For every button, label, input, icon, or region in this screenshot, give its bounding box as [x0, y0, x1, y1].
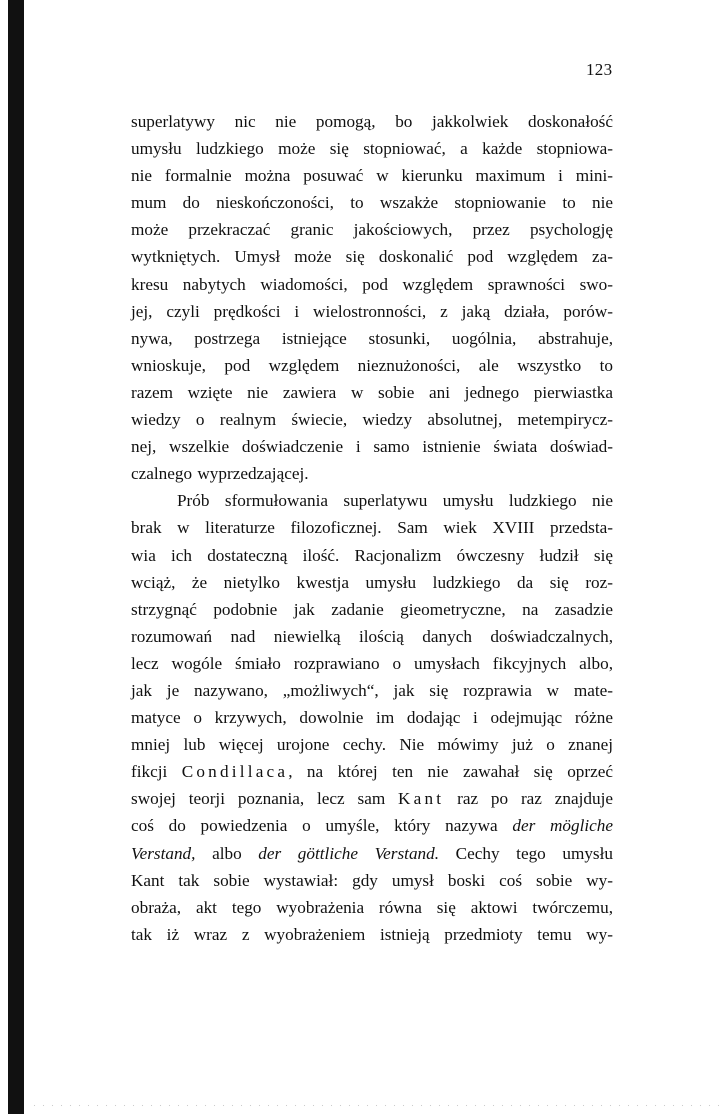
text-line: umysłu ludzkiego może się stopniować, a każde stopniowa-	[131, 139, 613, 159]
text-line: obraża, akt tego wyobrażenia równa się aktowi twórczemu,	[131, 897, 613, 917]
german-term: der göttliche Verstand.	[258, 843, 440, 863]
german-term: Verstand,	[131, 843, 196, 863]
text-fragment: albo	[195, 843, 259, 863]
text-line: nywa, postrzega istniejące stosunki, uogólnia, abstrahuje,	[131, 328, 613, 348]
text-line: kresu nabytych wiadomości, pod względem sprawności swo-	[131, 274, 613, 294]
text-line: superlatywy nic nie pomogą, bo jakkolwiek doskonałość	[131, 112, 613, 131]
text-line: mniej lub więcej urojone cechy. Nie mówimy już o znanej	[131, 735, 613, 755]
text-line: lecz wogóle śmiało rozprawiano o umysłach fikcyjnych albo,	[131, 653, 613, 673]
paragraph-start-line: Prób sformułowania superlatywu umysłu ludzkiego nie	[177, 491, 613, 511]
text-line: rozumowań nad niewielką ilością danych doświadczalnych,	[131, 626, 613, 646]
text-line: nej, wszelkie doświadczenie i samo istnienie świata doświad-	[131, 437, 613, 457]
text-line: jej, czyli prędkości i wielostronności, z jaką działa, porów-	[131, 301, 613, 321]
text-line: matyce o krzywych, dowolnie im dodając i odejmując różne	[131, 708, 613, 728]
text-fragment: swojej teorji poznania, lecz sam	[131, 789, 399, 809]
text-line: wnioskuje, pod względem nieznużoności, ale wszystko to	[131, 355, 613, 375]
text-line	[131, 840, 613, 867]
scan-noise	[30, 1104, 720, 1107]
author-name-condillac: Condillaca	[181, 762, 289, 782]
paragraph-end-line: czalnego wyprzedzającej.	[131, 464, 309, 484]
text-fragment: coś do powiedzenia o umyśle, który nazywa	[131, 816, 513, 836]
text-fragment: Cechy tego umysłu	[439, 843, 613, 863]
body-text	[131, 108, 613, 948]
text-line: wciąż, że nietylko kwestja umysłu ludzkiego da się roz-	[131, 572, 613, 592]
text-line: tak iż wraz z wyobrażeniem istnieją przedmioty temu wy-	[131, 924, 613, 944]
text-fragment: , na której ten nie zawahał się oprzeć	[288, 762, 613, 782]
text-line: wiedzy o realnym świecie, wiedzy absolutnej, metempirycz-	[131, 410, 613, 430]
page-number: 123	[586, 60, 613, 79]
author-name-kant: Kant	[398, 789, 445, 809]
text-line: nie formalnie można posuwać w kierunku maximum i mini-	[131, 166, 613, 186]
text-line: Kant tak sobie wystawiał: gdy umysł boski coś sobie wy-	[131, 870, 613, 890]
text-line: jak je nazywano, „możliwych“, jak się rozprawia w mate-	[131, 680, 613, 700]
text-line	[131, 785, 613, 812]
text-fragment: raz po raz znajduje	[444, 789, 614, 809]
text-line: wia ich dostateczną ilość. Racjonalizm ówczesny łudził się	[131, 545, 613, 565]
scan-binding-edge	[8, 0, 24, 1114]
text-line: może przekraczać granic jakościowych, przez psychologję	[131, 220, 613, 240]
text-line: razem wzięte nie zawiera w sobie ani jednego pierwiastka	[131, 382, 613, 402]
text-fragment: fikcji	[131, 762, 182, 782]
german-term: der mögliche	[512, 816, 613, 836]
text-line	[131, 812, 613, 839]
text-line: strzygnąć podobnie jak zadanie gieometryczne, na zasadzie	[131, 599, 613, 619]
text-line	[131, 758, 613, 785]
text-line: wytkniętych. Umysł może się doskonalić pod względem za-	[131, 247, 613, 267]
text-line: brak w literaturze filozoficznej. Sam wiek XVIII przedsta-	[131, 518, 613, 538]
text-line: mum do nieskończoności, to wszakże stopniowanie to nie	[131, 193, 613, 213]
